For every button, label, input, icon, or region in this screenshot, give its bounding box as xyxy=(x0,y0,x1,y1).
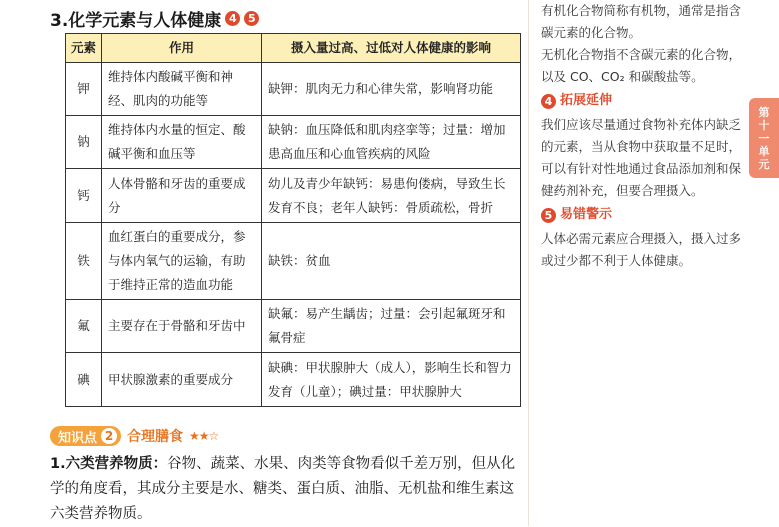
knowledge-point-title: 合理膳食 xyxy=(127,429,184,445)
warning-text: 人体必需元素应合理摄入，摄入过多或过少都不利于人体健康。 xyxy=(541,231,742,268)
role-cell: 主要存在于骨骼和牙齿中 xyxy=(102,300,262,353)
table-row xyxy=(66,223,521,300)
table-row xyxy=(66,116,521,169)
element-cell: 铁 xyxy=(66,223,102,300)
extension-text: 我们应该尽量通过食物补充体内缺乏的元素，当从食物中获取量不足时，可以有针对性地通过食品添加剂和保健药剂补充，但要合理摄入。 xyxy=(541,117,742,198)
role-cell: 维持体内酸碱平衡和神经、肌肉的功能等 xyxy=(102,63,262,116)
effect-cell: 缺钠：血压降低和肌肉痉挛等；过量：增加患高血压和心血管疾病的风险 xyxy=(262,116,521,169)
table-row xyxy=(66,300,521,353)
effect-cell: 缺铁：贫血 xyxy=(262,223,521,300)
difficulty-stars-icon: ★★☆ xyxy=(189,429,219,443)
column-header-effect: 摄入量过高、过低对人体健康的影响 xyxy=(262,34,521,63)
knowledge-point-number: 2 xyxy=(101,428,117,444)
element-cell: 钙 xyxy=(66,169,102,223)
role-cell: 甲状腺激素的重要成分 xyxy=(102,353,262,407)
table-header-row xyxy=(66,34,521,63)
sidebar-notes xyxy=(541,0,741,272)
unit-tab-char: 第 xyxy=(758,105,770,119)
elements-health-table xyxy=(65,33,521,407)
table-row xyxy=(66,169,521,223)
section-title xyxy=(50,6,259,31)
extension-title: 拓展延伸 xyxy=(560,93,613,108)
effect-cell: 缺氟：易产生龋齿；过量：会引起氟斑牙和氟骨症 xyxy=(262,300,521,353)
element-cell: 钾 xyxy=(66,63,102,116)
warning-heading xyxy=(541,204,741,226)
knowledge-point-tag xyxy=(50,426,121,446)
section-title-text: 3.化学元素与人体健康 xyxy=(50,11,222,31)
extension-heading xyxy=(541,90,741,112)
element-cell: 碘 xyxy=(66,353,102,407)
column-header-element: 元素 xyxy=(66,34,102,63)
effect-cell: 幼儿及青少年缺钙：易患佝偻病，导致生长发育不良；老年人缺钙：骨质疏松，骨折 xyxy=(262,169,521,223)
unit-tab-char: 一 xyxy=(758,131,770,145)
role-cell: 人体骨骼和牙齿的重要成分 xyxy=(102,169,262,223)
nutrients-paragraph xyxy=(50,452,528,527)
note-badge-5: 5 xyxy=(244,11,259,26)
unit-tab-char: 十 xyxy=(758,118,770,132)
element-cell: 氟 xyxy=(66,300,102,353)
unit-tab-char: 元 xyxy=(758,157,770,171)
column-header-role: 作用 xyxy=(102,34,262,63)
knowledge-point-heading xyxy=(50,426,218,446)
unit-tab-char: 单 xyxy=(758,144,770,158)
role-cell: 血红蛋白的重要成分，参与体内氧气的运输，有助于维持正常的造血功能 xyxy=(102,223,262,300)
role-cell: 维持体内水量的恒定、酸碱平衡和血压等 xyxy=(102,116,262,169)
paragraph-text: 谷物、蔬菜、水果、肉类等食物看似千差万别，但从化学的角度看，其成分主要是水、糖类、蛋白质、油脂、无机盐和维生素这六类营养物质。 xyxy=(50,456,516,522)
sidebar-inorganic: 无机化合物指不含碳元素的化合物，以及 CO、CO₂ 和碳酸盐等。 xyxy=(541,47,742,84)
table-row xyxy=(66,63,521,116)
effect-cell: 缺钾：肌肉无力和心律失常，影响肾功能 xyxy=(262,63,521,116)
sidebar-intro: 有机化合物简称有机物，通常是指含碳元素的化合物。 xyxy=(541,3,742,40)
element-cell: 钠 xyxy=(66,116,102,169)
effect-cell: 缺碘：甲状腺肿大（成人），影响生长和智力发育（儿童）；碘过量：甲状腺肿大 xyxy=(262,353,521,407)
table-row xyxy=(66,353,521,407)
note-badge-4: 4 xyxy=(225,11,240,26)
warning-number: 5 xyxy=(541,208,556,223)
knowledge-point-label: 知识点 xyxy=(58,430,98,446)
unit-tab xyxy=(749,98,779,178)
extension-number: 4 xyxy=(541,94,556,109)
column-divider xyxy=(528,0,529,526)
paragraph-lead: 1.六类营养物质： xyxy=(50,456,168,472)
warning-title: 易错警示 xyxy=(560,207,613,222)
